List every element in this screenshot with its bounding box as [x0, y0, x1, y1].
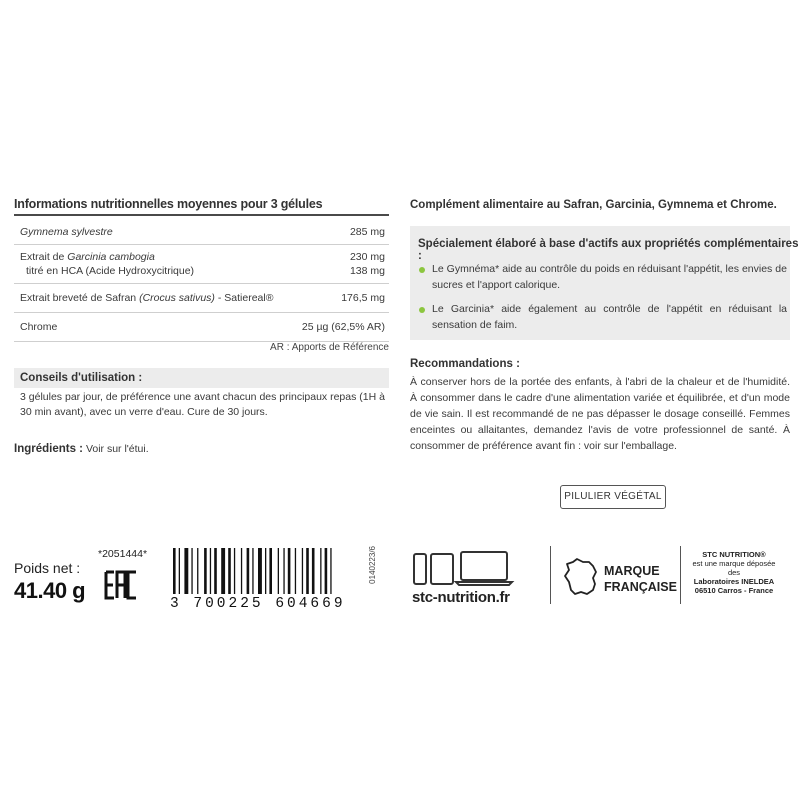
barcode-bar [295, 548, 296, 594]
company-address: 06510 Carros - France [694, 586, 774, 595]
barcode-bar [221, 548, 225, 594]
ingredient-value: 176,5 mg [341, 292, 385, 304]
marque-francaise [604, 563, 677, 595]
barcode-bar [320, 548, 321, 594]
barcode-bar [312, 548, 315, 594]
lot-code: *2051444* [98, 548, 148, 560]
ingredient-value: 138 mg [349, 265, 385, 277]
barcode-digits: 3 700225 604669 [170, 596, 346, 612]
barcode-bar [210, 548, 211, 594]
nutrition-table [14, 220, 389, 342]
table-row [14, 245, 389, 284]
eac-mark-icon [104, 570, 138, 600]
table-row [14, 284, 389, 313]
ingredient-value: 230 mg [349, 251, 385, 263]
barcode-bar [325, 548, 328, 594]
benefit-item: Le Gymnéma* aide au contrôle du poids en réduisant l'appétit, les envies de sucres et l'apport calorique. [432, 263, 787, 291]
ingredient-name: Extrait breveté de Safran (Crocus sativus) - Satiereal® [20, 292, 274, 304]
barcode-bar [269, 548, 272, 594]
usage-header [14, 368, 389, 388]
vertical-code: 0140223/6 [368, 546, 377, 584]
company-text: est une marque déposée des [692, 559, 776, 577]
pilulier-badge: PILULIER VÉGÉTAL [560, 485, 666, 509]
barcode-bar [191, 548, 192, 594]
barcode-bar [302, 548, 303, 594]
usage-title: Conseils d'utilisation : [20, 372, 143, 384]
barcode-bar [306, 548, 309, 594]
barcode-bar [184, 548, 188, 594]
usage-text: 3 gélules par jour, de préférence une avant chacun des principaux repas (1H à 30 min avant), avec un verre d'eau. Cure de 30 jours. [20, 391, 385, 418]
ingredient-value: 285 mg [349, 226, 385, 238]
barcode-bar [179, 548, 180, 594]
bullet-icon [419, 307, 425, 313]
company-brand: STC NUTRITION® [702, 550, 766, 559]
barcode-bar [204, 548, 207, 594]
barcode-bar [278, 548, 279, 594]
barcode-bar [247, 548, 250, 594]
ingredients-label: Ingrédients : [14, 443, 84, 455]
nutrition-title: Informations nutritionnelles moyennes pour 3 gélules [14, 197, 323, 211]
ingredients-text: Voir sur l'étui. [85, 443, 149, 455]
barcode-bar [283, 548, 284, 594]
barcode-bar [234, 548, 235, 594]
ingredients-line [14, 443, 149, 455]
ingredient-value: 25 µg (62,5% AR) [301, 321, 385, 333]
net-weight-label: Poids net : [14, 560, 81, 576]
barcode-bar [330, 548, 331, 594]
table-row [14, 313, 389, 342]
website-link[interactable]: stc-nutrition.fr [412, 589, 510, 606]
benefits-title: Spécialement élaboré à base d'actifs aux propriétés complémentaires : [418, 238, 799, 262]
recommandations-text: À conserver hors de la portée des enfants, à l'abri de la chaleur et de l'humidité. À consommer dans le cadre d'une alimentation variée et équilibrée, et d'un mode de vie sain. Il est recommandé de ne pas dépasser le dosage conseillé. Femmes enceintes ou allaitantes, demandez l'avis de votre professionnel de santé. À consommer de préférence avant fin : voir sur l'emballage. [410, 376, 790, 452]
ingredient-subname: titré en HCA (Acide Hydroxycitrique) [26, 265, 195, 277]
bullet-icon [419, 267, 425, 273]
ar-note: AR : Apports de Référence [270, 342, 389, 353]
table-row [14, 220, 389, 245]
company-lab: Laboratoires INELDEA [693, 577, 775, 586]
net-weight-value: 41.40 g [14, 578, 86, 603]
barcode-bar [228, 548, 231, 594]
ingredient-name: Chrome [20, 321, 58, 333]
barcode [165, 548, 375, 598]
ingredient-name: Extrait de Garcinia cambogia [20, 251, 155, 263]
benefit-item: Le Garcinia* aide également au contrôle de l'appétit en réduisant la sensation de faim. [432, 303, 787, 331]
barcode-bar [173, 548, 176, 594]
recommandations-title: Recommandations : [410, 358, 520, 370]
divider [14, 214, 389, 216]
barcode-bar [288, 548, 291, 594]
complement-title: Complément alimentaire au Safran, Garcinia, Gymnema et Chrome. [410, 199, 777, 211]
barcode-bar [197, 548, 198, 594]
barcode-bar [265, 548, 266, 594]
marque-line: MARQUE [604, 564, 660, 578]
barcode-bar [241, 548, 242, 594]
divider [550, 546, 551, 604]
company-info [688, 550, 780, 595]
barcode-bar [258, 548, 262, 594]
ingredient-name: Gymnema sylvestre [20, 226, 113, 238]
barcode-bar [214, 548, 217, 594]
barcode-bar [252, 548, 253, 594]
marque-line: FRANÇAISE [604, 580, 677, 594]
devices-icon [412, 548, 532, 590]
france-map-icon [563, 556, 599, 598]
divider [680, 546, 681, 604]
